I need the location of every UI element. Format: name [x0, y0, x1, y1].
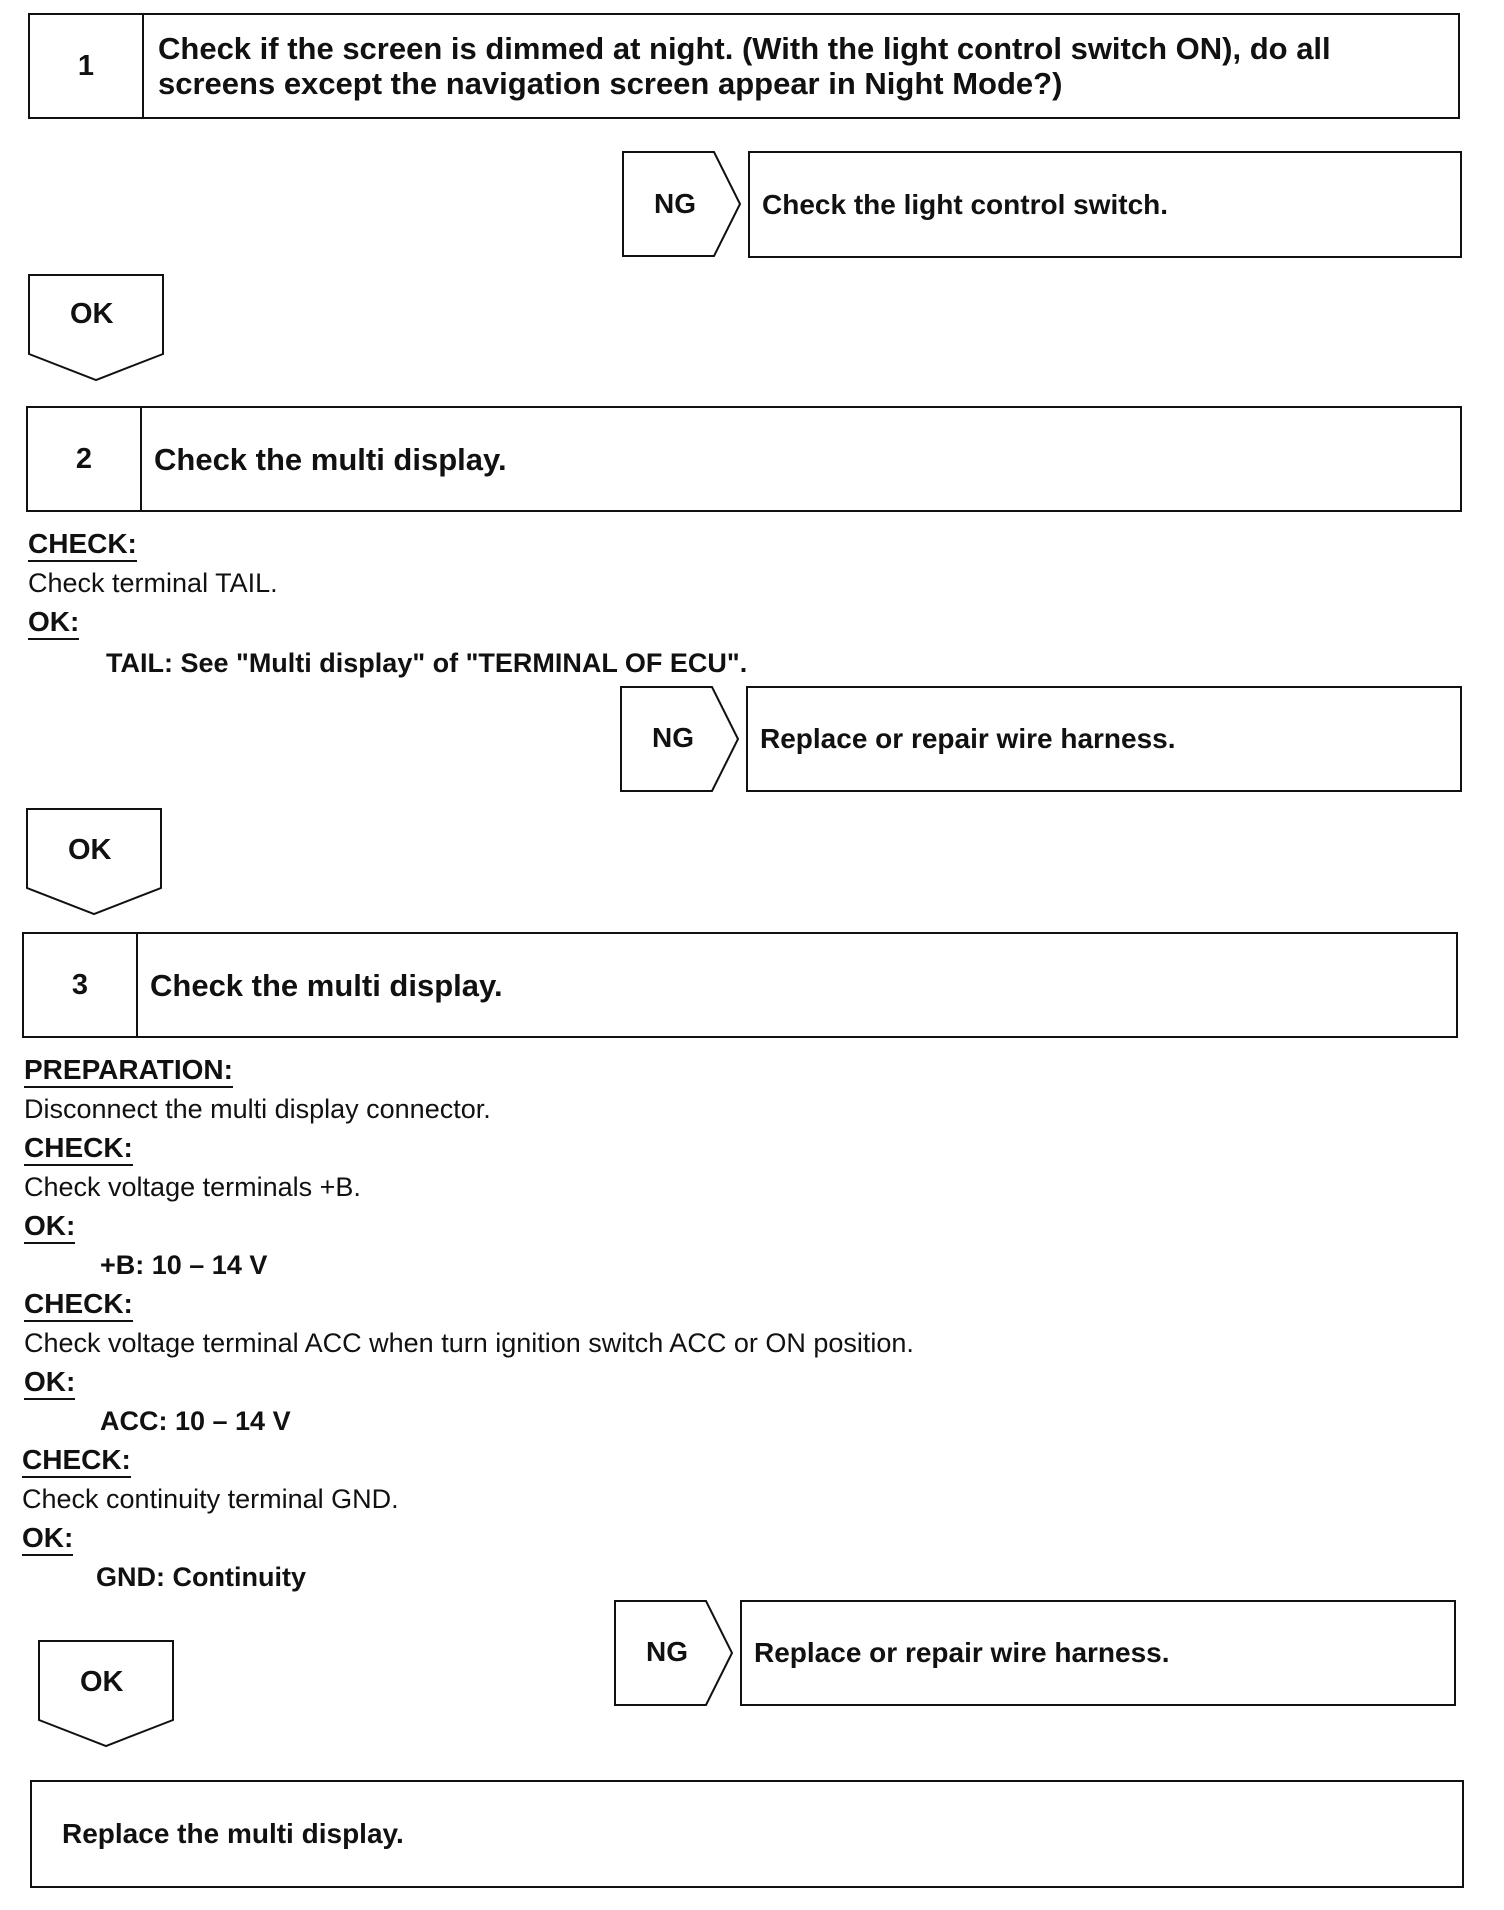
- step-3-check3-label: CHECK:: [22, 1444, 131, 1476]
- step-3-ok3-label: OK:: [22, 1522, 73, 1554]
- step-3-title: Check the multi display.: [150, 967, 503, 1003]
- step-2-number: 2: [28, 408, 142, 510]
- step-3-number: 3: [24, 934, 138, 1036]
- ng-label-1: NG: [654, 188, 696, 219]
- step-2-title: Check the multi display.: [154, 441, 507, 477]
- ng-label-3: NG: [646, 1636, 688, 1667]
- step-2-check-text: Check terminal TAIL.: [28, 568, 278, 598]
- step-3-ok2-label: OK:: [24, 1366, 75, 1398]
- step-3-ok3-value: GND: Continuity: [96, 1562, 306, 1592]
- ng-action-box-1: Check the light control switch.: [748, 151, 1462, 258]
- step-3-ok1-label: OK:: [24, 1210, 75, 1242]
- step-3-box: [22, 932, 1458, 1038]
- step-3-ok1-value: +B: 10 – 14 V: [100, 1250, 268, 1280]
- step-1-number: 1: [30, 15, 144, 117]
- step-2-ok-label: OK:: [28, 606, 79, 638]
- ok-label-3: OK: [80, 1666, 124, 1698]
- step-2-check-label: CHECK:: [28, 528, 137, 560]
- ng-action-box-3: Replace or repair wire harness.: [740, 1600, 1456, 1706]
- step-3-check1-label: CHECK:: [24, 1132, 133, 1164]
- step-1-title: Check if the screen is dimmed at night. (With the light control switch ON), do all screens except the navigation screen appear in Night Mode?): [158, 31, 1331, 101]
- step-3-check2-text: Check voltage terminal ACC when turn ignition switch ACC or ON position.: [24, 1328, 914, 1358]
- step-3-ok2-value: ACC: 10 – 14 V: [100, 1406, 291, 1436]
- step-3-prep-label: PREPARATION:: [24, 1054, 233, 1086]
- step-2-ok-value: TAIL: See "Multi display" of "TERMINAL OF ECU".: [106, 648, 748, 678]
- step-1-box: [28, 13, 1460, 119]
- step-2-box: [26, 406, 1462, 512]
- ng-label-2: NG: [652, 722, 694, 753]
- final-action-box: [30, 1780, 1464, 1888]
- ok-label-2: OK: [68, 834, 112, 866]
- step-3-check3-text: Check continuity terminal GND.: [22, 1484, 399, 1514]
- step-3-prep-text: Disconnect the multi display connector.: [24, 1094, 491, 1124]
- ok-label-1: OK: [70, 298, 114, 330]
- step-3-check1-text: Check voltage terminals +B.: [24, 1172, 361, 1202]
- ng-action-box-2: Replace or repair wire harness.: [746, 686, 1462, 792]
- step-3-check2-label: CHECK:: [24, 1288, 133, 1320]
- final-action-text: Replace the multi display.: [62, 1818, 404, 1849]
